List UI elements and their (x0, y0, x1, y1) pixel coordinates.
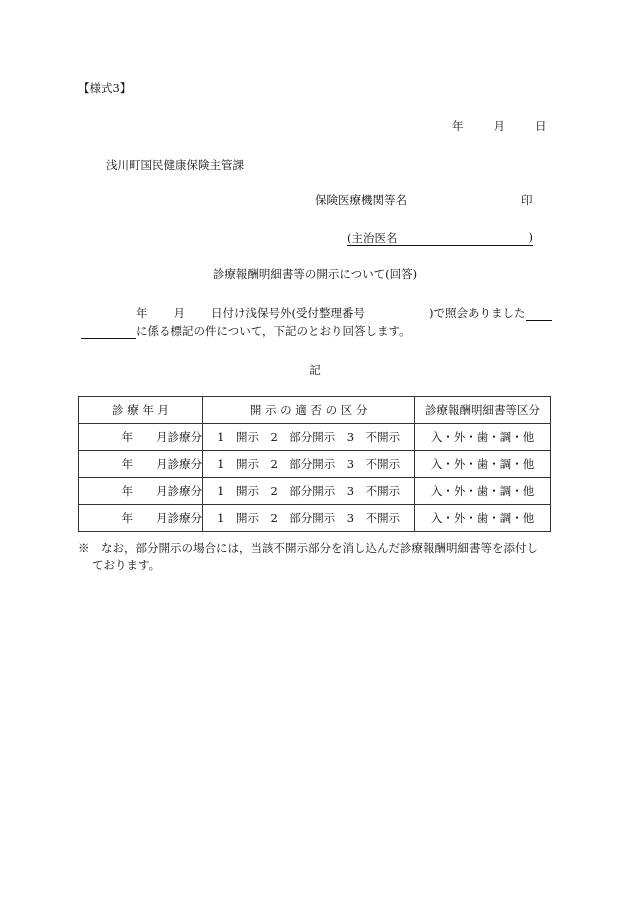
addressee: 浅川町国民健康保険主管課 (106, 158, 244, 172)
row-ym: 年 月診療分 (79, 424, 203, 451)
ki-heading: 記 (309, 363, 321, 377)
date-month: 月 (493, 119, 505, 133)
disclosure-table (78, 396, 551, 532)
body-line-2 (81, 323, 411, 339)
note-line-2: ております。 (92, 558, 161, 572)
row-category: 1 開示 2 部分開示 3 不開示 (203, 478, 415, 505)
header-ym: 診 療 年 月 (79, 397, 203, 424)
row-ym: 年 月診療分 (79, 451, 203, 478)
table-row (79, 505, 551, 532)
body-text-b: )で照会ありました (429, 306, 526, 320)
row-type: 入・外・歯・調・他 (415, 424, 551, 451)
row-type: 入・外・歯・調・他 (415, 478, 551, 505)
subject-title: 診療報酬明細書等の開示について(回答) (212, 267, 418, 281)
doctor-name-field (347, 230, 533, 246)
row-ym: 年 月診療分 (79, 478, 203, 505)
body-line-1 (136, 305, 552, 321)
table-header-row (79, 397, 551, 424)
date-day: 日 (535, 119, 547, 133)
table-row (79, 424, 551, 451)
table-row (79, 478, 551, 505)
blank-underline-1 (526, 308, 552, 321)
body-year: 年 (136, 306, 148, 320)
blank-underline-2 (81, 326, 136, 339)
table-row (79, 451, 551, 478)
institution-label: 保険医療機関等名 (315, 193, 407, 207)
doctor-close: ) (528, 230, 533, 244)
date-line (452, 118, 547, 134)
body-line-2-text: に係る標記の件について，下記のとおり回答します。 (136, 324, 411, 338)
row-ym: 年 月診療分 (79, 505, 203, 532)
header-category: 開 示 の 適 否 の 区 分 (203, 397, 415, 424)
date-year: 年 (452, 119, 464, 133)
note-line-1: ※ なお，部分開示の場合には，当該不開示部分を消し込んだ診療報酬明細書等を添付し (78, 541, 538, 555)
doctor-label: (主治医名 (347, 231, 398, 245)
body-month: 月 (173, 306, 185, 320)
row-category: 1 開示 2 部分開示 3 不開示 (203, 505, 415, 532)
row-type: 入・外・歯・調・他 (415, 451, 551, 478)
header-type: 診療報酬明細書等区分 (415, 397, 551, 424)
body-text-a: 日付け浅保号外(受付整理番号 (211, 306, 365, 320)
form-number: 【様式3】 (78, 81, 132, 95)
row-category: 1 開示 2 部分開示 3 不開示 (203, 424, 415, 451)
row-category: 1 開示 2 部分開示 3 不開示 (203, 451, 415, 478)
seal-mark: 印 (521, 193, 533, 207)
row-type: 入・外・歯・調・他 (415, 505, 551, 532)
